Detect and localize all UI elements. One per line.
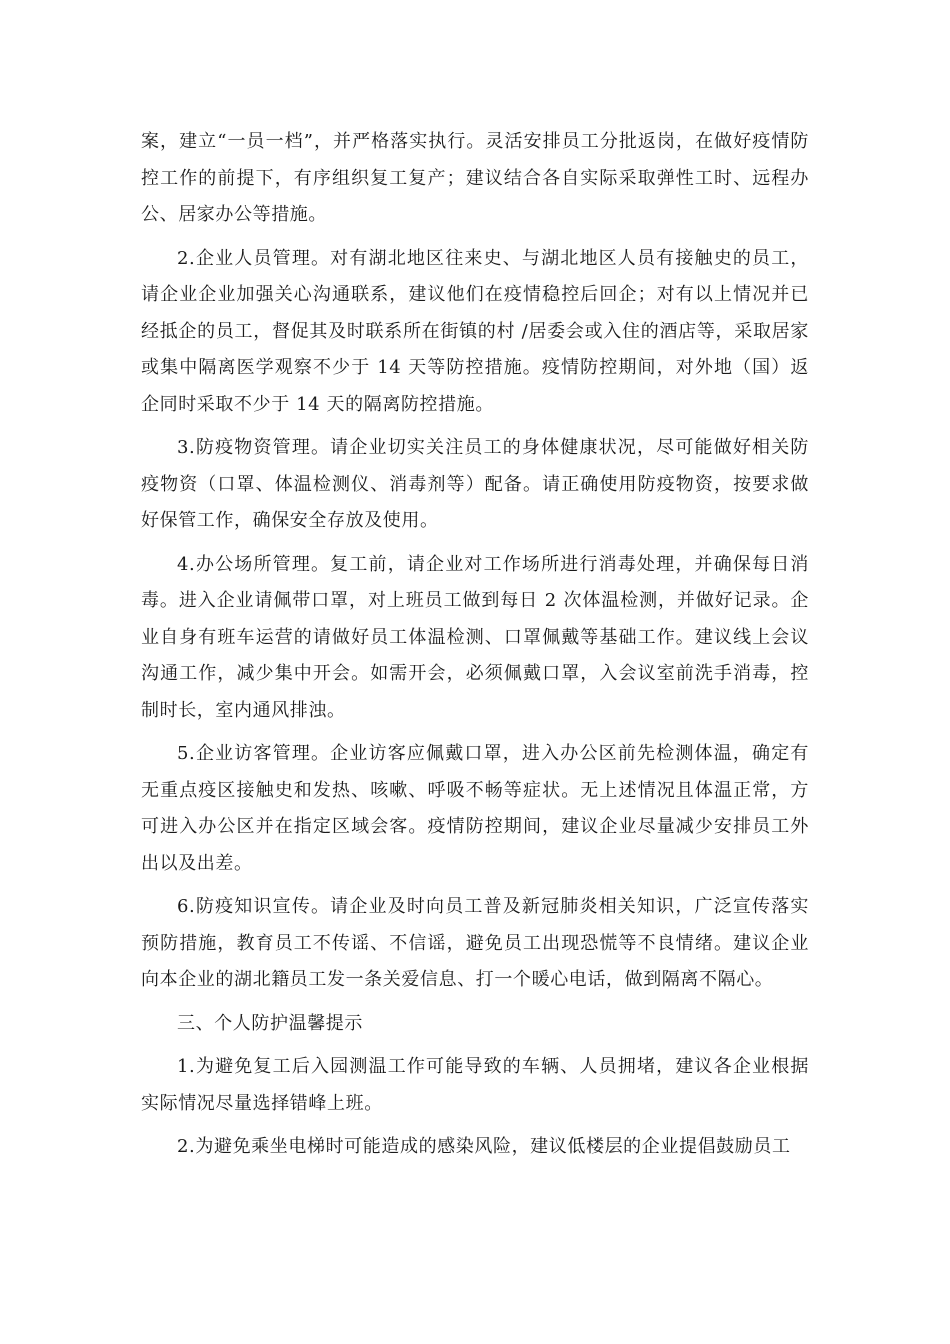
paragraph-personnel-management: 2.企业人员管理。对有湖北地区往来史、与湖北地区人员有接触史的员工，请企业企业加强关心沟通联系，建议他们在疫情稳控后回企；对有以上情况并已经抵企的员工，督促其及时联系所在街镇的村 /居委会或入住的酒店等，采取居家或集中隔离医学观察不少于 14 天等防控措施。疫情防控期间，对外地（国）返企同时采取不少于 14 天的隔离防控措施。: [141, 247, 809, 415]
paragraph-knowledge-promotion: 6.防疫知识宣传。请企业及时向员工普及新冠肺炎相关知识，广泛宣传落实预防措施，教育员工不传谣、不信谣，避免员工出现恐慌等不良情绪。建议企业向本企业的湖北籍员工发一条关爱信息、打一个暖心电话，做到隔离不隔心。: [141, 896, 809, 990]
paragraph-supplies-management: 3.防疫物资管理。请企业切实关注员工的身体健康状况，尽可能做好相关防疫物资（口罩、体温检测仪、消毒剂等）配备。请正确使用防疫物资，按要求做好保管工作，确保安全存放及使用。: [141, 437, 809, 531]
paragraph-office-management: 4.办公场所管理。复工前，请企业对工作场所进行消毒处理，并确保每日消毒。进入企业请佩带口罩，对上班员工做到每日 2 次体温检测，并做好记录。企业自身有班车运营的请做好员工体温检测、口罩佩戴等基础工作。建议线上会议沟通工作，减少集中开会。如需开会，必须佩戴口罩，入会议室前洗手消毒，控制时长，室内通风排浊。: [141, 553, 809, 721]
document-body: [141, 124, 809, 1173]
paragraph-tip-elevator: 2.为避免乘坐电梯时可能造成的感染风险，建议低楼层的企业提倡鼓励员工: [177, 1136, 791, 1157]
paragraph-continuation: 案，建立“一员一档”，并严格落实执行。灵活安排员工分批返岗，在做好疫情防控工作的前提下，有序组织复工复产；建议结合各自实际采取弹性工时、远程办公、居家办公等措施。: [141, 131, 809, 225]
paragraph-tip-staggered-hours: 1.为避免复工后入园测温工作可能导致的车辆、人员拥堵，建议各企业根据实际情况尽量选择错峰上班。: [141, 1056, 809, 1114]
paragraph-visitor-management: 5.企业访客管理。企业访客应佩戴口罩，进入办公区前先检测体温，确定有无重点疫区接触史和发热、咳嗽、呼吸不畅等症状。无上述情况且体温正常，方可进入办公区并在指定区域会客。疫情防控期间，建议企业尽量减少安排员工外出以及出差。: [141, 743, 809, 874]
section-heading-personal-protection: 三、个人防护温馨提示: [177, 1012, 363, 1034]
